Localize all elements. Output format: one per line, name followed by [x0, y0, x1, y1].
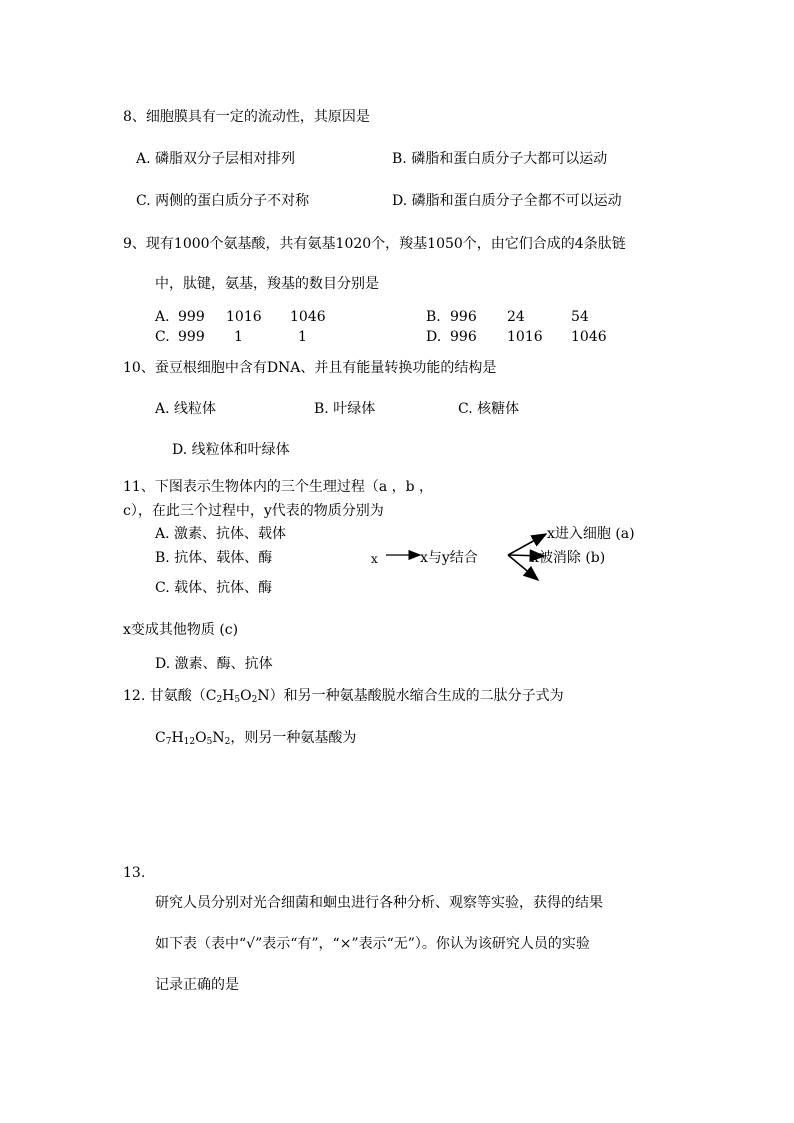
diagram-out-b: x被消除 (b): [531, 550, 606, 566]
q9-option-d-label: D.: [426, 329, 442, 345]
q9-option-c-label: C.: [155, 329, 170, 345]
q9-option-a-label: A.: [155, 309, 170, 325]
q11-stem: 11、下图表示生物体内的三个生理过程（a ，b ，: [123, 479, 434, 495]
q10-option-c: C. 核糖体: [458, 401, 520, 417]
q9-option-b-label: B.: [426, 309, 441, 325]
q8-option-b: B. 磷脂和蛋白质分子大都可以运动: [392, 151, 608, 167]
q13-line1: 研究人员分别对光合细菌和蛔虫进行各种分析、观察等实验，获得的结果: [155, 895, 603, 911]
q11-stem-line2: c），在此三个过程中，y代表的物质分别为: [123, 503, 384, 519]
q10-stem: 10、蚕豆根细胞中含有DNA、并且有能量转换功能的结构是: [123, 360, 497, 376]
q9-option-b-v1: 996: [450, 309, 477, 325]
diagram-out-c: x变成其他物质 (c): [123, 622, 239, 638]
q9-option-c-v1: 999: [178, 329, 205, 345]
diagram-combine-label: x与y结合: [420, 550, 478, 566]
q9-option-c-v3: 1: [298, 329, 307, 345]
q11-option-a: A. 激素、抗体、载体: [155, 526, 287, 542]
q9-stem-line2: 中，肽键，氨基，羧基的数目分别是: [155, 276, 379, 292]
q11-option-b: B. 抗体、载体、酶: [155, 550, 273, 566]
q8-option-a: A. 磷脂双分子层相对排列: [136, 151, 296, 167]
q9-option-a-v1: 999: [178, 309, 205, 325]
q9-option-a-v2: 1016: [226, 309, 262, 325]
q12-formula-line: $C_7H_{12}O_5N_2$，则另一种氨基酸为: [155, 730, 357, 747]
q13-line3: 记录正确的是: [155, 977, 239, 993]
q10-option-a: A. 线粒体: [155, 401, 217, 417]
q8-stem: 8、细胞膜具有一定的流动性，其原因是: [123, 109, 370, 125]
q9-option-c-v2: 1: [234, 329, 243, 345]
q9-option-d-v3: 1046: [571, 329, 607, 345]
q9-stem: 9、现有1000个氨基酸，共有氨基1020个，羧基1050个，由它们合成的4条肽链: [123, 236, 626, 252]
dipeptide-formula: $C_7H_{12}O_5N_2$: [155, 730, 231, 747]
diagram-out-a: x进入细胞 (a): [547, 526, 635, 542]
q9-option-b-v2: 24: [507, 309, 525, 325]
q11-option-d: D. 激素、酶、抗体: [155, 656, 273, 672]
q13-line2: 如下表（表中“√”表示“有”，“×”表示“无”）。你认为该研究人员的实验: [155, 936, 590, 952]
q9-option-d-v1: 996: [450, 329, 477, 345]
q9-option-b-v3: 54: [571, 309, 589, 325]
q9-option-d-v2: 1016: [507, 329, 543, 345]
q13-number: 13.: [123, 865, 146, 881]
q9-option-a-v3: 1046: [290, 309, 326, 325]
q10-option-d: D. 线粒体和叶绿体: [172, 442, 290, 458]
diagram-x-label: x: [371, 552, 378, 566]
q10-option-b: B. 叶绿体: [314, 401, 376, 417]
q8-option-c: C. 两侧的蛋白质分子不对称: [136, 193, 310, 209]
q12-stem: 12. 甘氨酸$(C_2H_5O_2N)$和另一种氨基酸脱水缩合生成的二肽分子式为: [123, 688, 564, 705]
q8-option-d: D. 磷脂和蛋白质分子全都不可以运动: [392, 193, 622, 209]
q11-option-c: C. 载体、抗体、酶: [155, 580, 273, 596]
